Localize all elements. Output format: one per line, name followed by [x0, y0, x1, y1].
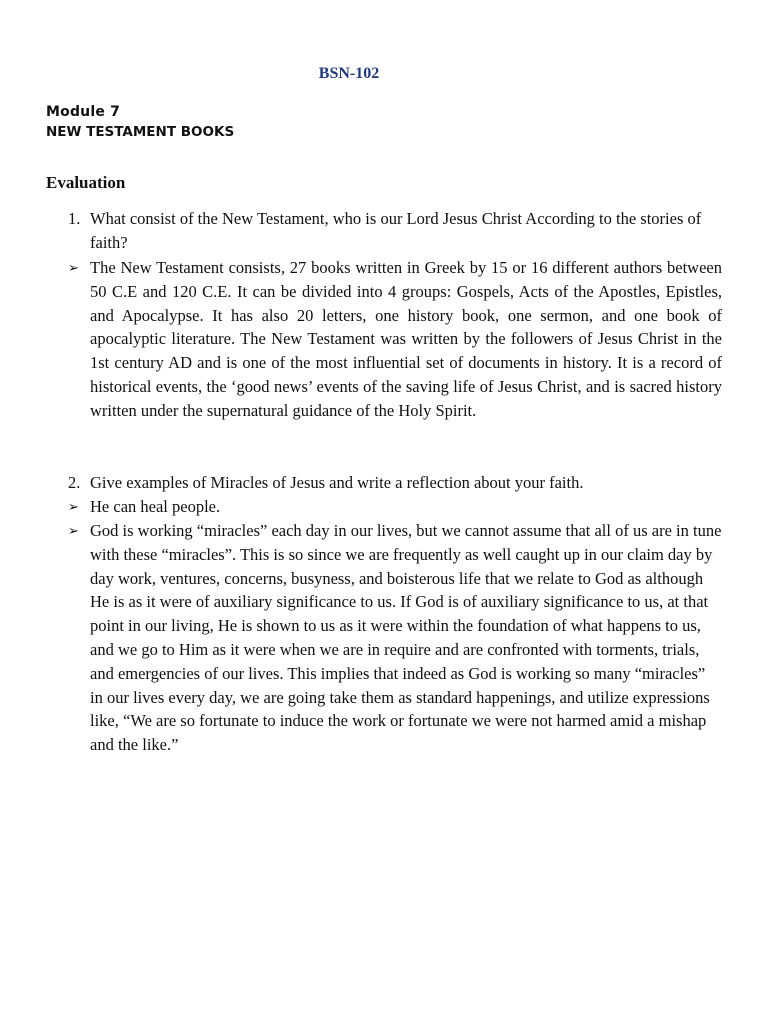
arrow-bullet-icon: ➢ [68, 524, 79, 539]
answer-text: He can heal people. [90, 497, 221, 516]
answer-1 [66, 256, 722, 423]
section-heading: Evaluation [46, 173, 126, 192]
arrow-bullet-icon: ➢ [68, 261, 79, 276]
course-code: BSN-102 [318, 65, 380, 82]
question-number: 1. [68, 209, 81, 228]
module-label: Module 7 [46, 104, 121, 120]
answer-2a [66, 495, 722, 519]
question-1 [66, 207, 722, 255]
answer-text: The New Testament consists, 27 books written in Greek by 15 or 16 different authors between 50 C.E and 120 C.E. It can be divided into 4 groups: Gospels, Acts of the Apostles, Epistles, and Apocalypse. It has also 20 letters, one history book, one sermon, and one book of apocalyptic literature. The New Testament was written by the followers of Jesus Christ in the 1st century AD and is one of the most influential set of documents in history. It is a record of historical events, the ‘good news’ events of the saving life of Jesus Christ, and is sacred history written under the supernatural guidance of the Holy Spirit. [90, 258, 722, 420]
question-2 [66, 471, 722, 495]
answer-text: God is working “miracles” each day in our lives, but we cannot assume that all of us are in tune with these “miracles”. This is so since we are frequently as well caught up in our claim day by day work, ventures, concerns, busyness, and boisterous life that we relate to God as although He is as it were of auxiliary significance to us. If God is of auxiliary significance to us, at that point in our living, He is shown to us as it were within the foundation of what happens to us, and we go to Him as it were when we are in require and are confronted with torments, trials, and emergencies of our lives. This implies that indeed as God is working so many “miracles” in our lives every day, we are going take them as standard happenings, and utilize expressions like, “We are so fortunate to induce the work or fortunate we were not harmed amid a mishap and the like.” [90, 521, 722, 755]
arrow-bullet-icon: ➢ [68, 500, 79, 515]
question-number: 2. [68, 473, 81, 492]
question-text: What consist of the New Testament, who is our Lord Jesus Christ According to the stories of faith? [90, 209, 702, 252]
answer-2b [66, 519, 722, 757]
module-title: NEW TESTAMENT BOOKS [46, 124, 235, 140]
question-text: Give examples of Miracles of Jesus and write a reflection about your faith. [90, 473, 584, 492]
